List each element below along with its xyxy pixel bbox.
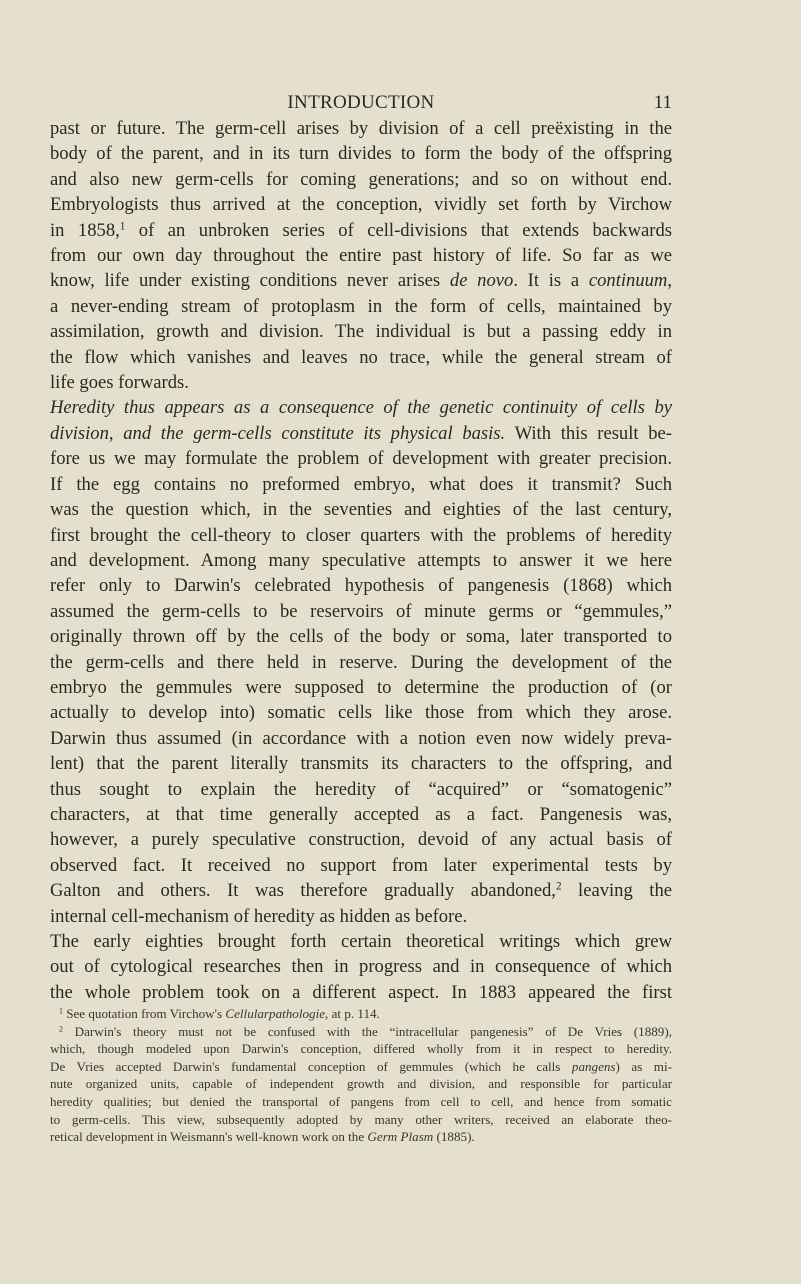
text-line: [50, 675, 672, 700]
italic-text: continuum: [588, 270, 668, 292]
page-number: 11: [653, 92, 672, 113]
text-run: With this result be-: [505, 422, 673, 444]
footnote-marker: 2: [59, 1023, 63, 1033]
text-line: [50, 268, 672, 293]
text-run: leaving the: [561, 880, 672, 902]
text-line: [50, 980, 672, 1005]
text-line: [50, 573, 672, 598]
text-line: [50, 827, 672, 852]
text-run: De Vries accepted Darwin's fundamental conception of gemmules (which he calls: [50, 1058, 572, 1074]
italic-text: division, and the germ-cells constitute its physical basis.: [50, 422, 506, 444]
text-line: [50, 599, 672, 624]
text-run: body of the parent, and in its turn divides to form the body of the offspring: [50, 143, 672, 165]
text-run: lent) that the parent literally transmits its characters to the offspring, and: [50, 753, 672, 775]
text-line: [50, 650, 672, 675]
italic-text: Germ Plasm: [367, 1129, 434, 1145]
footnote-line: [50, 1075, 672, 1093]
text-run: assimilation, growth and division. The individual is but a passing eddy in: [50, 321, 672, 343]
text-run: fore us we may formulate the problem of development with greater precision.: [50, 448, 672, 470]
running-head: [50, 92, 672, 118]
footnote-marker: 1: [119, 219, 126, 232]
text-line: [50, 294, 672, 319]
text-line: [50, 472, 672, 497]
text-run: See quotation from Virchow's: [62, 1006, 226, 1021]
text-run: the flow which vanishes and leaves no trace, while the general stream of: [50, 346, 672, 368]
text-line: [50, 700, 672, 725]
text-line: [50, 904, 672, 929]
text-run: Embryologists thus arrived at the conception, vividly set forth by Virchow: [50, 194, 672, 216]
text-run: retical development in Weismann's well-known work on the: [50, 1129, 368, 1145]
text-run: know, life under existing conditions never arises: [50, 270, 450, 292]
text-line: [50, 853, 672, 878]
italic-text: pangens: [571, 1058, 616, 1074]
footnote-line: [50, 1023, 672, 1041]
text-run: first brought the cell-theory to closer quarters with the problems of heredity: [50, 524, 672, 546]
footnotes: [50, 1005, 672, 1146]
text-run: Darwin's theory must not be confused with the “intracellular pangenesis” of De Vries (1889),: [62, 1023, 672, 1039]
text-line: [50, 192, 672, 217]
text-line: [50, 345, 672, 370]
text-run: Galton and others. It was therefore gradually abandoned,: [50, 880, 556, 902]
text-run: to germ-cells. This view, subsequently adopted by many other writers, received an elaborate theo-: [50, 1111, 672, 1127]
text-run: observed fact. It received no support from later experimental tests by: [50, 854, 672, 876]
text-run: , at p. 114.: [325, 1006, 380, 1021]
text-line: [50, 548, 672, 573]
text-line: [50, 395, 672, 420]
footnote-marker: 1: [59, 1006, 63, 1016]
footnote-line: [50, 1128, 672, 1146]
footnote-line: [50, 1093, 672, 1111]
body-text: [50, 116, 672, 1005]
text-run: . It is a: [513, 270, 589, 292]
text-run: thus sought to explain the heredity of “acquired” or “somatogenic”: [50, 778, 672, 800]
chapter-title: INTRODUCTION: [287, 92, 435, 113]
text-run: internal cell-mechanism of heredity as hidden as before.: [50, 905, 468, 927]
text-run: ,: [667, 270, 673, 292]
text-line: [50, 370, 672, 395]
text-run: out of cytological researches then in progress and in consequence of which: [50, 956, 672, 978]
text-run: actually to develop into) somatic cells like those from which they arose.: [50, 702, 672, 724]
text-line: [50, 929, 672, 954]
footnote-marker: 2: [555, 880, 562, 893]
text-run: life goes forwards.: [50, 372, 189, 394]
text-run: however, a purely speculative construction, devoid of any actual basis of: [50, 829, 672, 851]
italic-text: Cellularpathologie: [225, 1006, 326, 1021]
text-run: nute organized units, capable of independent growth and division, and responsible for particular: [50, 1076, 672, 1092]
text-run: and also new germ-cells for coming generations; and so on without end.: [50, 168, 672, 190]
text-line: [50, 446, 672, 471]
text-run: ) as mi-: [615, 1058, 672, 1074]
text-run: past or future. The germ-cell arises by division of a cell preëxisting in the: [50, 118, 672, 139]
text-run: which, though modeled upon Darwin's conception, differed wholly from it in respect to heredity.: [50, 1041, 672, 1057]
text-line: [50, 802, 672, 827]
text-run: Darwin thus assumed (in accordance with a notion even now widely preva-: [50, 727, 672, 749]
text-run: assumed the germ-cells to be reservoirs of minute germs or “gemmules,”: [50, 600, 672, 622]
text-line: [50, 243, 672, 268]
text-line: [50, 726, 672, 751]
text-line: [50, 954, 672, 979]
text-run: characters, at that time generally accepted as a fact. Pangenesis was,: [50, 803, 672, 825]
text-line: [50, 116, 672, 141]
text-run: the whole problem took on a different aspect. In 1883 appeared the first: [50, 981, 672, 1003]
text-line: [50, 497, 672, 522]
text-line: [50, 141, 672, 166]
text-run: (1885).: [433, 1129, 475, 1145]
footnote-line: [50, 1040, 672, 1058]
text-run: heredity qualities; but denied the transportal of pangens from cell to cell, and hence from somatic: [50, 1093, 672, 1109]
text-run: originally thrown off by the cells of the body or soma, later transported to: [50, 626, 672, 648]
text-run: and development. Among many speculative attempts to answer it we here: [50, 549, 672, 571]
text-run: in 1858,: [50, 219, 120, 241]
text-run: refer only to Darwin's celebrated hypothesis of pangenesis (1868) which: [50, 575, 672, 597]
footnote-line: [50, 1058, 672, 1076]
text-line: [50, 523, 672, 548]
text-line: [50, 751, 672, 776]
text-line: [50, 777, 672, 802]
italic-text: Heredity thus appears as a consequence of the genetic continuity of cells by: [50, 397, 672, 419]
text-line: [50, 421, 672, 446]
text-line: [50, 319, 672, 344]
text-line: [50, 624, 672, 649]
text-run: embryo the gemmules were supposed to determine the production of (or: [50, 676, 672, 698]
text-line: [50, 878, 672, 903]
text-line: [50, 167, 672, 192]
footnote-line: [50, 1111, 672, 1129]
text-run: the germ-cells and there held in reserve. During the development of the: [50, 651, 672, 673]
text-run: If the egg contains no preformed embryo, what does it transmit? Such: [50, 473, 672, 495]
text-run: The early eighties brought forth certain theoretical writings which grew: [50, 931, 672, 952]
text-run: from our own day throughout the entire past history of life. So far as we: [50, 245, 672, 267]
text-run: of an unbroken series of cell-divisions that extends backwards: [125, 219, 672, 241]
italic-text: de novo: [449, 270, 514, 292]
footnote-line: [50, 1005, 672, 1023]
text-run: a never-ending stream of protoplasm in the form of cells, maintained by: [50, 295, 672, 317]
text-run: was the question which, in the seventies and eighties of the last century,: [50, 499, 672, 521]
text-line: [50, 218, 672, 243]
